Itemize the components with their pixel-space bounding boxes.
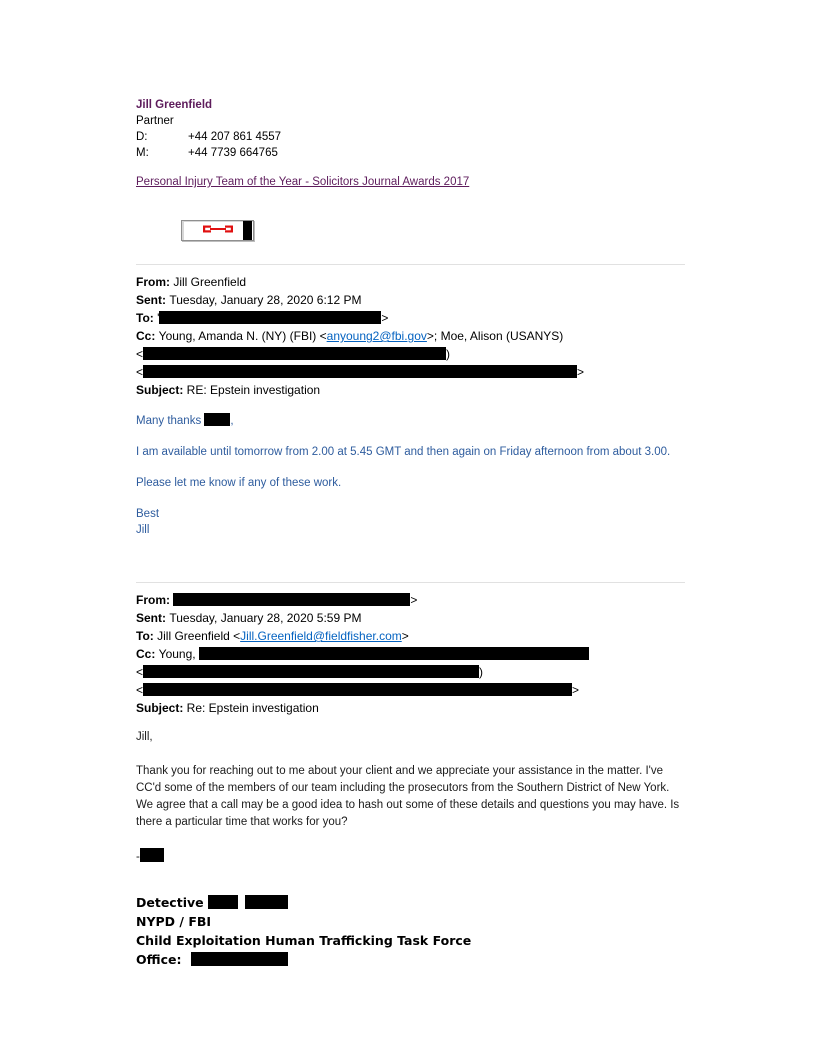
email2-main-paragraph: Thank you for reaching out to me about your client and we appreciate your assistance in the matter. I've CC'd some of the members of our team including the prosecutors from the Southern District of New York. We agree that a call may be a good idea to hash out some of these details and questions you may have. Is there a particular time that works for you? bbox=[136, 765, 680, 828]
email1-header bbox=[136, 273, 685, 399]
award-link[interactable]: Personal Injury Team of the Year - Solicitors Journal Awards 2017 bbox=[136, 176, 470, 188]
redaction-bar bbox=[204, 413, 230, 426]
email2-to-line bbox=[136, 627, 685, 645]
subject-value: Re: Epstein investigation bbox=[186, 701, 319, 715]
detective-rank-line bbox=[136, 893, 685, 912]
email1-availability-paragraph: I am available until tomorrow from 2.00 at 5.45 GMT and then again on Friday afternoon from about 3.00. bbox=[136, 446, 671, 458]
detective-org-line: NYPD / FBI bbox=[136, 914, 212, 929]
rank-label: Detective bbox=[136, 895, 208, 910]
email1-cc-line2 bbox=[136, 345, 685, 363]
redaction-bar bbox=[243, 221, 252, 240]
greeting-comma: , bbox=[230, 415, 234, 427]
sent-value: Tuesday, January 28, 2020 6:12 PM bbox=[169, 293, 362, 307]
email1-closing-name: Jill bbox=[136, 523, 150, 536]
direct-phone-row bbox=[136, 129, 685, 145]
subject-label: Subject: bbox=[136, 701, 187, 715]
broken-image-placeholder bbox=[181, 220, 254, 241]
email2-cc-line2 bbox=[136, 663, 685, 681]
redaction-bar bbox=[191, 952, 288, 966]
redaction-bar bbox=[199, 647, 589, 660]
email1-to-line bbox=[136, 309, 685, 327]
to-prefix: ' bbox=[157, 311, 160, 325]
redaction-bar bbox=[245, 895, 288, 909]
paren-close: ) bbox=[446, 347, 451, 361]
subject-value: RE: Epstein investigation bbox=[186, 383, 321, 397]
angle-open: < bbox=[136, 683, 144, 697]
email2-cc-line3 bbox=[136, 681, 685, 699]
redaction-bar bbox=[208, 895, 238, 909]
to-suffix: > bbox=[381, 311, 389, 325]
dash: - bbox=[136, 851, 140, 863]
angle-close: > bbox=[577, 365, 585, 379]
angle-close: > bbox=[401, 629, 409, 643]
email-divider bbox=[136, 582, 685, 583]
sender-signature-block bbox=[136, 97, 685, 241]
from-label: From: bbox=[136, 275, 174, 289]
sent-label: Sent: bbox=[136, 611, 170, 625]
direct-phone-number: +44 207 861 4557 bbox=[188, 131, 282, 143]
detective-office-line bbox=[136, 950, 685, 969]
cc-text-after: >; Moe, Alison (USANYS) bbox=[426, 329, 564, 343]
cc-label: Cc: bbox=[136, 329, 159, 343]
angle-close: > bbox=[572, 683, 580, 697]
email2-body bbox=[136, 729, 685, 866]
from-label: From: bbox=[136, 593, 174, 607]
mobile-phone-number: +44 7739 664765 bbox=[188, 147, 278, 159]
to-label: To: bbox=[136, 629, 158, 643]
email1-cc-line bbox=[136, 327, 685, 345]
cc-text: Young, Amanda N. (NY) (FBI) < bbox=[158, 329, 327, 343]
email1-body bbox=[136, 413, 685, 538]
email1-cc-line3 bbox=[136, 363, 685, 381]
angle-close: > bbox=[410, 593, 418, 607]
cc-label: Cc: bbox=[136, 647, 159, 661]
cc-text: Young, bbox=[158, 647, 199, 661]
greeting-text: Many thanks bbox=[136, 415, 205, 427]
email2-header bbox=[136, 591, 685, 717]
email1-request-paragraph: Please let me know if any of these work. bbox=[136, 477, 342, 489]
redaction-bar bbox=[143, 365, 577, 378]
angle-open: < bbox=[136, 665, 144, 679]
detective-signature-block bbox=[136, 893, 685, 969]
email2-sign-line bbox=[136, 848, 685, 866]
cc-email-link[interactable]: anyoung2@fbi.gov bbox=[326, 329, 427, 343]
mobile-phone-row bbox=[136, 145, 685, 161]
angle-open: < bbox=[136, 365, 144, 379]
email1-from-line bbox=[136, 273, 685, 291]
from-value: Jill Greenfield bbox=[173, 275, 247, 289]
subject-label: Subject: bbox=[136, 383, 187, 397]
sent-label: Sent: bbox=[136, 293, 170, 307]
email2-greeting: Jill, bbox=[136, 731, 153, 743]
redaction-bar bbox=[143, 683, 572, 696]
email2-from-line bbox=[136, 591, 685, 609]
mobile-phone-label: M: bbox=[136, 147, 149, 159]
email1-closing-word: Best bbox=[136, 508, 160, 520]
email2-subject-line bbox=[136, 699, 685, 717]
to-label: To: bbox=[136, 311, 158, 325]
redaction-bar bbox=[173, 593, 410, 606]
email1-sent-line bbox=[136, 291, 685, 309]
email2-sent-line bbox=[136, 609, 685, 627]
to-text: Jill Greenfield < bbox=[157, 629, 241, 643]
detective-unit-line: Child Exploitation Human Trafficking Task Force bbox=[136, 933, 472, 948]
email-divider bbox=[136, 264, 685, 265]
email-document-page bbox=[136, 97, 685, 969]
angle-open: < bbox=[136, 347, 144, 361]
signature-title: Partner bbox=[136, 115, 174, 127]
redaction-bar bbox=[140, 848, 164, 862]
paren-close: ) bbox=[479, 665, 484, 679]
office-label: Office: bbox=[136, 952, 186, 967]
email1-subject-line bbox=[136, 381, 685, 399]
email1-greeting bbox=[136, 413, 685, 430]
direct-phone-label: D: bbox=[136, 131, 148, 143]
redaction-bar bbox=[159, 311, 381, 324]
redaction-bar bbox=[143, 665, 479, 678]
redaction-bar bbox=[143, 347, 446, 360]
email2-cc-line bbox=[136, 645, 685, 663]
broken-image-icon bbox=[201, 223, 235, 239]
signature-name: Jill Greenfield bbox=[136, 99, 213, 111]
sent-value: Tuesday, January 28, 2020 5:59 PM bbox=[169, 611, 362, 625]
to-email-link[interactable]: Jill.Greenfield@fieldfisher.com bbox=[240, 629, 402, 643]
